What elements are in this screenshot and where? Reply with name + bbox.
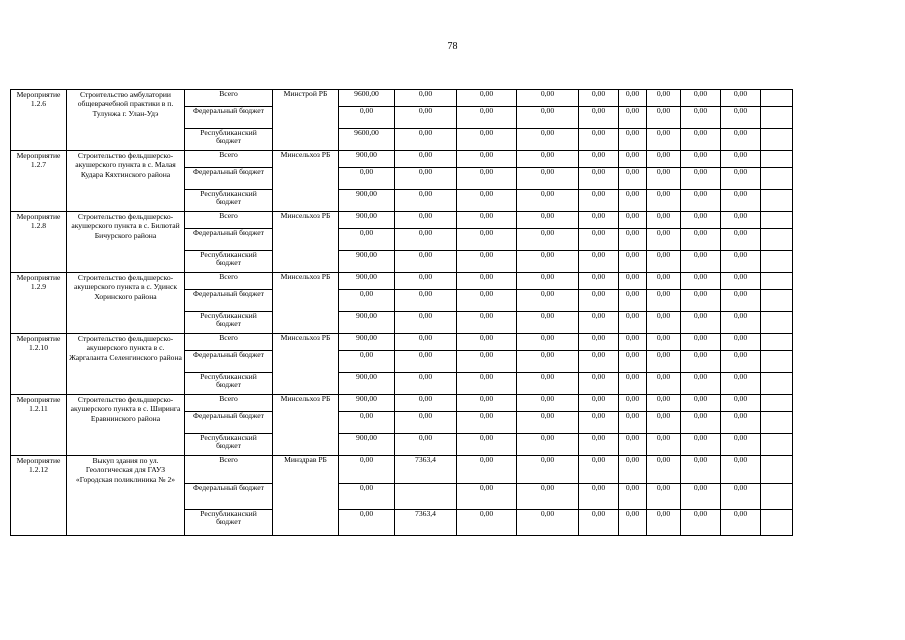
amount-cell: 0,00	[619, 456, 647, 484]
amount-cell: 0,00	[721, 273, 761, 290]
amount-cell: 0,00	[339, 484, 395, 510]
amount-cell: 900,00	[339, 373, 395, 395]
amount-cell: 0,00	[579, 90, 619, 107]
amount-cell: 0,00	[395, 151, 457, 168]
empty-cell	[761, 434, 793, 456]
measure-code: Мероприятие 1.2.9	[11, 273, 67, 334]
amount-cell: 0,00	[619, 373, 647, 395]
amount-cell: 0,00	[619, 351, 647, 373]
empty-cell	[761, 229, 793, 251]
amount-cell: 0,00	[619, 129, 647, 151]
amount-cell: 0,00	[647, 373, 681, 395]
amount-cell: 0,00	[681, 334, 721, 351]
measure-name: Строительство амбулатории общеврачебной практики в п. Тулунжа г. Улан-Удэ	[67, 90, 185, 151]
amount-cell: 0,00	[457, 334, 517, 351]
empty-cell	[761, 395, 793, 412]
funding-source: Республиканский бюджет	[185, 510, 273, 536]
amount-cell: 0,00	[395, 251, 457, 273]
amount-cell: 0,00	[681, 273, 721, 290]
amount-cell: 0,00	[647, 484, 681, 510]
executor: Минсельхоз РБ	[273, 212, 339, 273]
amount-cell: 0,00	[517, 395, 579, 412]
amount-cell: 0,00	[517, 190, 579, 212]
table-row	[11, 456, 877, 484]
funding-source: Всего	[185, 151, 273, 168]
amount-cell: 0,00	[721, 510, 761, 536]
amount-cell: 0,00	[339, 107, 395, 129]
funding-source: Федеральный бюджет	[185, 229, 273, 251]
table-row	[11, 273, 877, 290]
executor: Минстрой РБ	[273, 90, 339, 151]
empty-cell	[761, 90, 793, 107]
amount-cell: 0,00	[619, 251, 647, 273]
executor: Минсельхоз РБ	[273, 395, 339, 456]
amount-cell: 0,00	[721, 212, 761, 229]
amount-cell: 0,00	[579, 251, 619, 273]
page-number: 78	[447, 41, 458, 52]
executor: Минсельхоз РБ	[273, 151, 339, 212]
amount-cell: 0,00	[647, 90, 681, 107]
amount-cell: 0,00	[681, 484, 721, 510]
amount-cell: 0,00	[579, 290, 619, 312]
funding-source: Республиканский бюджет	[185, 129, 273, 151]
amount-cell: 0,00	[681, 510, 721, 536]
amount-cell: 0,00	[619, 484, 647, 510]
amount-cell: 0,00	[647, 273, 681, 290]
amount-cell: 0,00	[619, 412, 647, 434]
amount-cell: 0,00	[457, 107, 517, 129]
amount-cell: 0,00	[681, 90, 721, 107]
empty-cell	[761, 190, 793, 212]
empty-cell	[761, 456, 793, 484]
amount-cell: 0,00	[579, 151, 619, 168]
executor: Минсельхоз РБ	[273, 334, 339, 395]
measure-code: Мероприятие 1.2.8	[11, 212, 67, 273]
measure-code: Мероприятие 1.2.10	[11, 334, 67, 395]
amount-cell: 0,00	[647, 212, 681, 229]
funding-source: Республиканский бюджет	[185, 190, 273, 212]
amount-cell: 0,00	[681, 168, 721, 190]
amount-cell: 0,00	[647, 412, 681, 434]
amount-cell: 0,00	[721, 412, 761, 434]
amount-cell: 0,00	[457, 484, 517, 510]
funding-source: Республиканский бюджет	[185, 373, 273, 395]
amount-cell: 0,00	[457, 456, 517, 484]
amount-cell: 0,00	[721, 312, 761, 334]
amount-cell: 0,00	[517, 434, 579, 456]
amount-cell: 0,00	[457, 190, 517, 212]
budget-table-body	[11, 90, 877, 536]
amount-cell: 0,00	[457, 229, 517, 251]
amount-cell: 7363,4	[395, 456, 457, 484]
amount-cell: 0,00	[619, 90, 647, 107]
amount-cell: 0,00	[579, 212, 619, 229]
amount-cell: 0,00	[517, 290, 579, 312]
amount-cell: 0,00	[457, 351, 517, 373]
amount-cell: 0,00	[579, 107, 619, 129]
amount-cell: 0,00	[647, 107, 681, 129]
amount-cell: 0,00	[681, 251, 721, 273]
amount-cell: 0,00	[579, 456, 619, 484]
amount-cell: 9600,00	[339, 90, 395, 107]
amount-cell: 0,00	[517, 168, 579, 190]
amount-cell: 0,00	[681, 190, 721, 212]
empty-cell	[761, 168, 793, 190]
table-row	[11, 334, 877, 351]
empty-cell	[761, 373, 793, 395]
table-row	[11, 90, 877, 107]
amount-cell: 0,00	[457, 373, 517, 395]
table-row	[11, 395, 877, 412]
amount-cell: 0,00	[579, 434, 619, 456]
amount-cell: 900,00	[339, 434, 395, 456]
amount-cell: 0,00	[457, 129, 517, 151]
amount-cell: 0,00	[517, 510, 579, 536]
empty-cell	[761, 290, 793, 312]
amount-cell: 0,00	[681, 373, 721, 395]
funding-source: Всего	[185, 456, 273, 484]
amount-cell: 0,00	[339, 351, 395, 373]
amount-cell	[395, 484, 457, 510]
amount-cell: 0,00	[647, 190, 681, 212]
amount-cell: 0,00	[339, 168, 395, 190]
amount-cell: 0,00	[681, 456, 721, 484]
amount-cell: 0,00	[619, 312, 647, 334]
amount-cell: 0,00	[579, 334, 619, 351]
empty-cell	[761, 251, 793, 273]
amount-cell: 900,00	[339, 395, 395, 412]
amount-cell: 0,00	[579, 395, 619, 412]
amount-cell: 0,00	[721, 373, 761, 395]
amount-cell: 0,00	[457, 510, 517, 536]
amount-cell: 0,00	[721, 151, 761, 168]
amount-cell: 900,00	[339, 190, 395, 212]
amount-cell: 0,00	[681, 412, 721, 434]
empty-cell	[761, 129, 793, 151]
amount-cell: 0,00	[619, 395, 647, 412]
amount-cell: 0,00	[579, 373, 619, 395]
amount-cell: 900,00	[339, 334, 395, 351]
amount-cell: 0,00	[619, 190, 647, 212]
funding-source: Всего	[185, 90, 273, 107]
amount-cell: 0,00	[647, 395, 681, 412]
amount-cell: 0,00	[395, 290, 457, 312]
amount-cell: 0,00	[681, 395, 721, 412]
amount-cell: 0,00	[339, 510, 395, 536]
amount-cell: 0,00	[721, 190, 761, 212]
funding-source: Республиканский бюджет	[185, 434, 273, 456]
funding-source: Федеральный бюджет	[185, 351, 273, 373]
amount-cell: 0,00	[721, 251, 761, 273]
amount-cell: 0,00	[395, 412, 457, 434]
amount-cell: 0,00	[517, 129, 579, 151]
amount-cell: 0,00	[579, 229, 619, 251]
amount-cell: 0,00	[457, 412, 517, 434]
amount-cell: 0,00	[681, 434, 721, 456]
amount-cell: 7363,4	[395, 510, 457, 536]
amount-cell: 0,00	[619, 151, 647, 168]
amount-cell: 0,00	[647, 351, 681, 373]
amount-cell: 0,00	[721, 456, 761, 484]
amount-cell: 0,00	[721, 351, 761, 373]
amount-cell: 0,00	[395, 312, 457, 334]
measure-code: Мероприятие 1.2.12	[11, 456, 67, 536]
amount-cell: 0,00	[721, 129, 761, 151]
measure-name: Строительство фельдшерско-акушерского пункта в с. Удинск Хоринского района	[67, 273, 185, 334]
amount-cell: 0,00	[647, 312, 681, 334]
amount-cell: 9600,00	[339, 129, 395, 151]
amount-cell: 0,00	[517, 251, 579, 273]
amount-cell: 0,00	[395, 168, 457, 190]
amount-cell: 0,00	[647, 129, 681, 151]
empty-cell	[761, 273, 793, 290]
amount-cell: 0,00	[457, 290, 517, 312]
amount-cell: 0,00	[721, 395, 761, 412]
empty-cell	[761, 510, 793, 536]
executor: Минздрав РБ	[273, 456, 339, 536]
amount-cell: 0,00	[647, 251, 681, 273]
amount-cell: 900,00	[339, 151, 395, 168]
amount-cell: 0,00	[647, 510, 681, 536]
amount-cell: 0,00	[339, 290, 395, 312]
amount-cell: 0,00	[517, 229, 579, 251]
amount-cell: 0,00	[619, 334, 647, 351]
amount-cell: 0,00	[339, 412, 395, 434]
empty-cell	[761, 151, 793, 168]
amount-cell: 0,00	[619, 434, 647, 456]
amount-cell: 0,00	[395, 373, 457, 395]
measure-name: Строительство фельдшерско-акушерского пункта в с. Билютай Бичурского района	[67, 212, 185, 273]
funding-source: Всего	[185, 273, 273, 290]
amount-cell: 0,00	[579, 412, 619, 434]
amount-cell: 0,00	[457, 273, 517, 290]
amount-cell: 0,00	[619, 510, 647, 536]
amount-cell: 0,00	[339, 456, 395, 484]
amount-cell: 0,00	[395, 334, 457, 351]
amount-cell: 0,00	[619, 290, 647, 312]
empty-cell	[761, 334, 793, 351]
amount-cell: 0,00	[517, 107, 579, 129]
amount-cell: 0,00	[517, 312, 579, 334]
funding-source: Всего	[185, 212, 273, 229]
executor: Минсельхоз РБ	[273, 273, 339, 334]
amount-cell: 0,00	[721, 334, 761, 351]
amount-cell: 0,00	[647, 434, 681, 456]
amount-cell: 0,00	[681, 151, 721, 168]
amount-cell: 0,00	[517, 412, 579, 434]
measure-name: Строительство фельдшерско-акушерского пункта в с. Ширинга Еравнинского района	[67, 395, 185, 456]
amount-cell: 0,00	[579, 312, 619, 334]
amount-cell: 0,00	[647, 229, 681, 251]
empty-cell	[761, 484, 793, 510]
amount-cell: 0,00	[579, 190, 619, 212]
empty-cell	[761, 212, 793, 229]
amount-cell: 0,00	[517, 484, 579, 510]
funding-source: Федеральный бюджет	[185, 168, 273, 190]
amount-cell: 0,00	[579, 484, 619, 510]
amount-cell: 0,00	[457, 312, 517, 334]
amount-cell: 0,00	[721, 290, 761, 312]
amount-cell: 0,00	[681, 129, 721, 151]
amount-cell: 0,00	[647, 456, 681, 484]
amount-cell: 0,00	[339, 229, 395, 251]
amount-cell: 0,00	[457, 212, 517, 229]
amount-cell: 0,00	[579, 129, 619, 151]
amount-cell: 0,00	[721, 434, 761, 456]
amount-cell: 0,00	[517, 273, 579, 290]
amount-cell: 0,00	[395, 351, 457, 373]
amount-cell: 0,00	[619, 229, 647, 251]
measure-name: Выкуп здания по ул. Геологическая для ГАУЗ «Городская поликлиника № 2»	[67, 456, 185, 536]
amount-cell: 0,00	[681, 312, 721, 334]
amount-cell: 0,00	[579, 510, 619, 536]
amount-cell: 0,00	[457, 168, 517, 190]
amount-cell: 0,00	[457, 151, 517, 168]
amount-cell: 900,00	[339, 273, 395, 290]
amount-cell: 0,00	[721, 229, 761, 251]
amount-cell: 0,00	[721, 168, 761, 190]
amount-cell: 0,00	[579, 351, 619, 373]
empty-cell	[761, 412, 793, 434]
amount-cell: 0,00	[517, 351, 579, 373]
amount-cell: 0,00	[681, 212, 721, 229]
amount-cell: 0,00	[457, 90, 517, 107]
measure-code: Мероприятие 1.2.6	[11, 90, 67, 151]
funding-source: Федеральный бюджет	[185, 412, 273, 434]
amount-cell: 900,00	[339, 212, 395, 229]
amount-cell: 0,00	[517, 212, 579, 229]
amount-cell: 0,00	[517, 456, 579, 484]
amount-cell: 0,00	[395, 90, 457, 107]
amount-cell: 900,00	[339, 312, 395, 334]
amount-cell: 0,00	[579, 273, 619, 290]
funding-source: Всего	[185, 334, 273, 351]
empty-cell	[761, 107, 793, 129]
amount-cell: 0,00	[517, 90, 579, 107]
table-row	[11, 151, 877, 168]
amount-cell: 0,00	[619, 168, 647, 190]
empty-cell	[761, 312, 793, 334]
amount-cell: 0,00	[681, 229, 721, 251]
amount-cell: 0,00	[457, 251, 517, 273]
measure-name: Строительство фельдшерско-акушерского пункта в с. Малая Кудара Кяхтинского района	[67, 151, 185, 212]
amount-cell: 0,00	[395, 395, 457, 412]
amount-cell: 0,00	[721, 90, 761, 107]
amount-cell: 0,00	[395, 434, 457, 456]
amount-cell: 0,00	[721, 484, 761, 510]
amount-cell: 0,00	[579, 168, 619, 190]
amount-cell: 0,00	[619, 273, 647, 290]
amount-cell: 900,00	[339, 251, 395, 273]
amount-cell: 0,00	[619, 107, 647, 129]
amount-cell: 0,00	[517, 151, 579, 168]
funding-source: Всего	[185, 395, 273, 412]
measure-code: Мероприятие 1.2.11	[11, 395, 67, 456]
amount-cell: 0,00	[647, 290, 681, 312]
funding-source: Республиканский бюджет	[185, 251, 273, 273]
measure-name: Строительство фельдшерско-акушерского пункта в с. Жаргаланта Селенгинского района	[67, 334, 185, 395]
amount-cell: 0,00	[395, 107, 457, 129]
table-row	[11, 212, 877, 229]
amount-cell: 0,00	[395, 273, 457, 290]
funding-source: Федеральный бюджет	[185, 290, 273, 312]
amount-cell: 0,00	[395, 129, 457, 151]
amount-cell: 0,00	[457, 434, 517, 456]
amount-cell: 0,00	[517, 334, 579, 351]
empty-cell	[761, 351, 793, 373]
amount-cell: 0,00	[647, 151, 681, 168]
amount-cell: 0,00	[395, 190, 457, 212]
budget-table	[10, 89, 877, 536]
amount-cell: 0,00	[395, 229, 457, 251]
amount-cell: 0,00	[681, 351, 721, 373]
amount-cell: 0,00	[721, 107, 761, 129]
amount-cell: 0,00	[517, 373, 579, 395]
amount-cell: 0,00	[457, 395, 517, 412]
amount-cell: 0,00	[647, 334, 681, 351]
measure-code: Мероприятие 1.2.7	[11, 151, 67, 212]
amount-cell: 0,00	[647, 168, 681, 190]
funding-source: Федеральный бюджет	[185, 484, 273, 510]
funding-source: Федеральный бюджет	[185, 107, 273, 129]
amount-cell: 0,00	[619, 212, 647, 229]
amount-cell: 0,00	[681, 290, 721, 312]
funding-source: Республиканский бюджет	[185, 312, 273, 334]
amount-cell: 0,00	[681, 107, 721, 129]
amount-cell: 0,00	[395, 212, 457, 229]
